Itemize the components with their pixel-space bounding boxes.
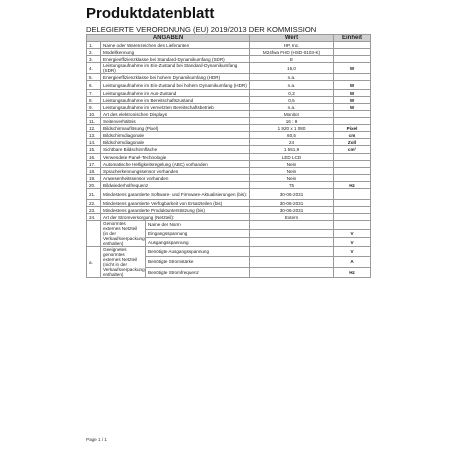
unit-cell xyxy=(334,200,371,207)
unit-cell xyxy=(334,154,371,161)
supply-value-cell xyxy=(250,238,334,247)
value-cell: Nein xyxy=(250,161,334,168)
table-row xyxy=(87,74,371,81)
property-label: Seitenverhältnis xyxy=(101,118,250,125)
row-number: 2. xyxy=(87,49,101,56)
row-number: 1. xyxy=(87,42,101,49)
row-number: 23. xyxy=(87,207,101,214)
unit-cell xyxy=(334,161,371,168)
supply-value-cell xyxy=(250,221,334,230)
supply-group-not-included-marker: a. xyxy=(87,247,101,278)
supply-group-included-marker xyxy=(87,221,101,247)
property-label: Bildschirmdiagonale xyxy=(101,132,250,139)
value-cell: Monitor xyxy=(250,111,334,118)
property-label: Leistungsaufnahme im Ein-Zustand bei Standard-Dynamikumfang (SDR) xyxy=(101,63,250,74)
value-cell: n.a. xyxy=(250,74,334,81)
row-number: 9. xyxy=(87,104,101,111)
unit-cell: W xyxy=(334,104,371,111)
unit-cell xyxy=(334,207,371,214)
value-cell: E xyxy=(250,56,334,63)
supply-property-label: Ausgangsspannung xyxy=(146,238,250,247)
value-cell: 1 551,9 xyxy=(250,146,334,154)
table-row xyxy=(87,168,371,175)
value-cell: 30-06-2031 xyxy=(250,189,334,200)
table-row xyxy=(87,189,371,200)
value-cell: 1 920 x 1 080 xyxy=(250,125,334,132)
value-cell: 30-06-2031 xyxy=(250,200,334,207)
unit-cell: W xyxy=(334,63,371,74)
row-number: 8. xyxy=(87,97,101,104)
unit-cell xyxy=(334,118,371,125)
supply-property-label: Benötigte Ausgangsspannung xyxy=(146,247,250,257)
table-row xyxy=(87,125,371,132)
datasheet-title: Produktdatenblatt xyxy=(86,5,215,22)
property-label: Bildwiederholfrequenz xyxy=(101,182,250,189)
table-row xyxy=(87,49,371,56)
unit-cell xyxy=(334,168,371,175)
property-label: Bildschirmdiagonale xyxy=(101,139,250,146)
supply-value-cell xyxy=(250,257,334,267)
unit-cell: W xyxy=(334,81,371,90)
property-label: Energieeffizienzklasse bei Standard-Dynamikumfang (SDR) xyxy=(101,56,250,63)
unit-cell: Zoll xyxy=(334,139,371,146)
unit-cell: cm² xyxy=(334,146,371,154)
property-label: Mindestens garantierte Produktunterstützung (bis) xyxy=(101,207,250,214)
property-label: Name oder Warenzeichen des Lieferanten xyxy=(101,42,250,49)
table-row xyxy=(87,139,371,146)
row-number: 21. xyxy=(87,189,101,200)
value-cell: 0,3 xyxy=(250,90,334,97)
supply-unit-cell: V xyxy=(334,229,371,238)
value-cell: M24fwa FHD (HSD-0103-K) xyxy=(250,49,334,56)
property-label: Automatische Helligkeitsregelung (ABC) vorhanden xyxy=(101,161,250,168)
unit-cell xyxy=(334,111,371,118)
supply-unit-cell: A xyxy=(334,257,371,267)
value-cell: 30-06-2031 xyxy=(250,207,334,214)
table-row xyxy=(87,132,371,139)
datasheet-table-body xyxy=(87,35,371,278)
unit-cell: W xyxy=(334,97,371,104)
property-label: Modellkennung xyxy=(101,49,250,56)
unit-cell xyxy=(334,49,371,56)
table-row xyxy=(87,97,371,104)
regulation-subtitle: DELEGIERTE VERORDNUNG (EU) 2019/2013 DER KOMMISSION xyxy=(86,25,317,34)
table-row xyxy=(87,161,371,168)
value-cell: 16 : 9 xyxy=(250,118,334,125)
value-cell: LED LCD xyxy=(250,154,334,161)
header-properties: ANGABEN xyxy=(87,35,250,42)
unit-cell xyxy=(334,214,371,221)
property-label: Leistungsaufnahme im Bereitschaftszustand xyxy=(101,97,250,104)
header-value: Wert xyxy=(250,35,334,42)
datasheet-table xyxy=(86,34,371,278)
supply-property-label: Benötigte Stromfrequenz xyxy=(146,267,250,277)
table-row xyxy=(87,111,371,118)
row-number: 19. xyxy=(87,175,101,182)
supply-property-label: Eingangsspannung xyxy=(146,229,250,238)
unit-cell: W xyxy=(334,90,371,97)
supply-unit-cell: V xyxy=(334,238,371,247)
table-row xyxy=(87,154,371,161)
property-label: Mindestens garantierte Verfügbarkeit von Ersatzteilen (bis) xyxy=(101,200,250,207)
table-row xyxy=(87,200,371,207)
page-number: Page 1 / 1 xyxy=(86,437,107,442)
property-label: Energieeffizienzklasse bei hohem Dynamikumfang (HDR) xyxy=(101,74,250,81)
table-row xyxy=(87,56,371,63)
table-row xyxy=(87,42,371,49)
supply-unit-cell: Hz xyxy=(334,267,371,277)
unit-cell xyxy=(334,42,371,49)
value-cell: Nein xyxy=(250,175,334,182)
supply-value-cell xyxy=(250,229,334,238)
value-cell: 0,5 xyxy=(250,97,334,104)
table-row xyxy=(87,90,371,97)
row-number: 13. xyxy=(87,132,101,139)
property-label: Spracherkennungssensor vorhanden xyxy=(101,168,250,175)
table-row xyxy=(87,214,371,221)
unit-cell xyxy=(334,189,371,200)
value-cell: n.a. xyxy=(250,104,334,111)
row-number: 18. xyxy=(87,168,101,175)
row-number: 4. xyxy=(87,63,101,74)
row-number: 3. xyxy=(87,56,101,63)
row-number: 16. xyxy=(87,154,101,161)
value-cell: HP, Inc. xyxy=(250,42,334,49)
property-label: Verwendete Panel-Technologie xyxy=(101,154,250,161)
value-cell: 15,0 xyxy=(250,63,334,74)
value-cell: n.a. xyxy=(250,81,334,90)
table-row xyxy=(87,118,371,125)
value-cell: Extern xyxy=(250,214,334,221)
row-number: 17. xyxy=(87,161,101,168)
value-cell: 75 xyxy=(250,182,334,189)
row-number: 22. xyxy=(87,200,101,207)
table-header-row xyxy=(87,35,371,42)
value-cell: Nein xyxy=(250,168,334,175)
unit-cell xyxy=(334,74,371,81)
table-row xyxy=(87,146,371,154)
table-row xyxy=(87,63,371,74)
supply-row xyxy=(87,221,371,230)
property-label: Sichtbare Bildschirmfläche xyxy=(101,146,250,154)
table-row xyxy=(87,81,371,90)
supply-group-included-label: Genormtes externes Netzteil (in der Verkaufsverpackung enthalten) xyxy=(101,221,146,247)
unit-cell: Pixel xyxy=(334,125,371,132)
supply-value-cell xyxy=(250,267,334,277)
supply-group-not-included-label: Geeignetes genormtes externes Netzteil (nicht in der Verkaufsverpackung enthalten) xyxy=(101,247,146,278)
unit-cell: cm xyxy=(334,132,371,139)
value-cell: 60,5 xyxy=(250,132,334,139)
table-row xyxy=(87,175,371,182)
unit-cell xyxy=(334,175,371,182)
property-label: Mindestens garantierte Software- und Firmware-Aktualisierungen (bis): xyxy=(101,189,250,200)
row-number: 12. xyxy=(87,125,101,132)
table-row xyxy=(87,207,371,214)
property-label: Bildschirmauflösung (Pixel) xyxy=(101,125,250,132)
property-label: Art der Stromversorgung (Netzteil): xyxy=(101,214,250,221)
supply-unit-cell: V xyxy=(334,247,371,257)
property-label: Art des elektronischen Displays xyxy=(101,111,250,118)
property-label: Leistungsaufnahme im Ein-Zustand bei hohem Dynamikumfang (HDR) xyxy=(101,81,250,90)
property-label: Leistungsaufnahme im Aus-Zustand xyxy=(101,90,250,97)
row-number: 10. xyxy=(87,111,101,118)
table-row xyxy=(87,182,371,189)
supply-property-label: Name der Norm xyxy=(146,221,250,230)
row-number: 11. xyxy=(87,118,101,125)
header-unit: Einheit xyxy=(334,35,371,42)
supply-property-label: Benötigte Stromstärke xyxy=(146,257,250,267)
row-number: 6. xyxy=(87,81,101,90)
property-label: Leistungsaufnahme im vernetzten Bereitschaftsbetrieb xyxy=(101,104,250,111)
supply-value-cell xyxy=(250,247,334,257)
row-number: 15. xyxy=(87,146,101,154)
unit-cell xyxy=(334,56,371,63)
table-row xyxy=(87,104,371,111)
row-number: 5. xyxy=(87,74,101,81)
row-number: 24. xyxy=(87,214,101,221)
supply-unit-cell xyxy=(334,221,371,230)
value-cell: 24 xyxy=(250,139,334,146)
row-number: 20. xyxy=(87,182,101,189)
unit-cell: Hz xyxy=(334,182,371,189)
property-label: Anwesenheitssensor vorhanden xyxy=(101,175,250,182)
row-number: 14. xyxy=(87,139,101,146)
supply-row xyxy=(87,247,371,257)
row-number: 7. xyxy=(87,90,101,97)
